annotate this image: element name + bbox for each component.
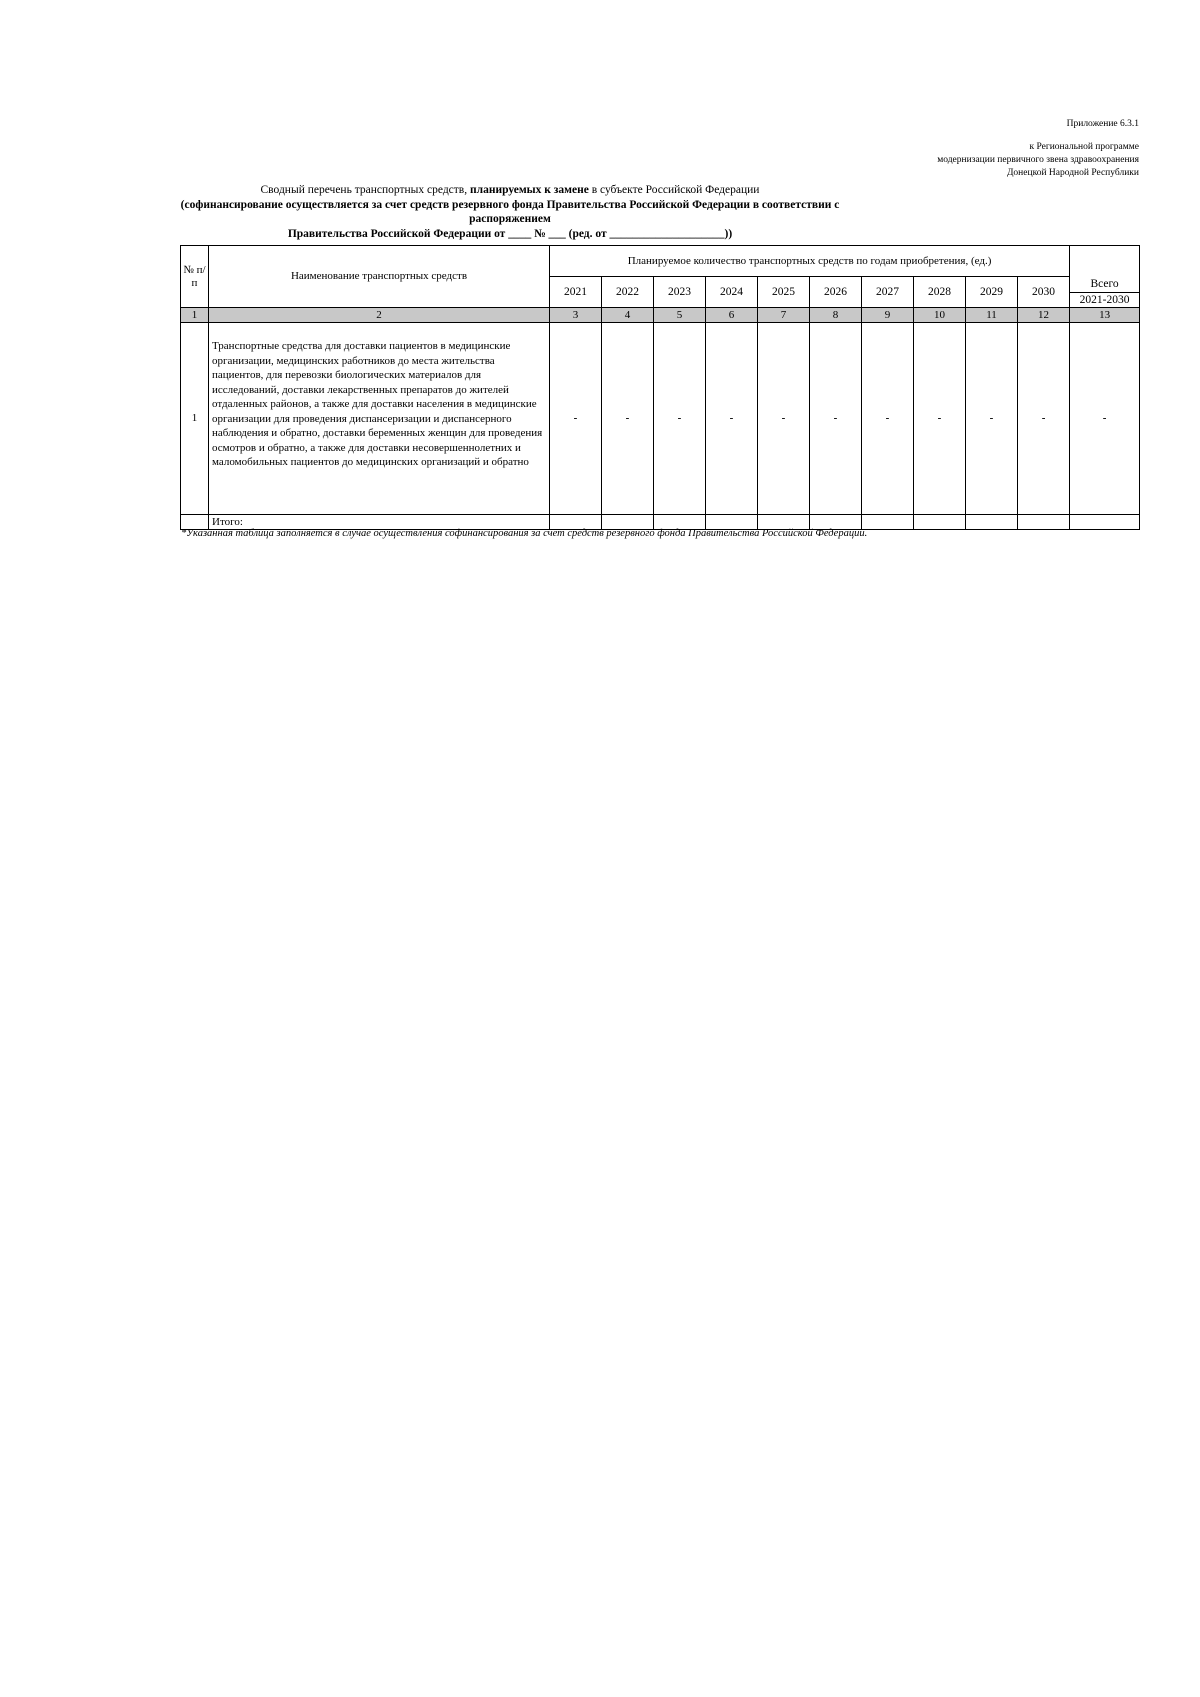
appendix-ref-line: к Региональной программе (1029, 142, 1139, 152)
appendix-ref-line: Донецкой Народной Республики (1006, 168, 1139, 178)
year-value: - (1018, 323, 1070, 515)
year-value: - (810, 323, 862, 515)
column-number: 7 (758, 308, 810, 323)
title-suffix: в субъекте Российской Федерации (591, 184, 760, 196)
vehicles-table (180, 245, 1140, 530)
year-header: 2024 (706, 277, 758, 308)
year-value: - (602, 323, 654, 515)
total-year-cell (1018, 515, 1070, 530)
year-header: 2028 (914, 277, 966, 308)
title-prefix: Сводный перечень транспортных средств, (260, 184, 468, 196)
year-value: - (914, 323, 966, 515)
year-value: - (862, 323, 914, 515)
col-num-header: № п/п (181, 246, 209, 308)
year-value: - (758, 323, 810, 515)
year-header: 2023 (654, 277, 706, 308)
total-year-cell (914, 515, 966, 530)
vehicle-description: Транспортные средства для доставки пациентов в медицинские организации, медицинских работников до места жительства пациентов, для перевозки биологических материалов для исследований, доставки лекарственных препаратов до жителей отдаленных районов, а также для доставки населения в медицинские организации для проведения диспансеризации и диспансерного наблюдения и обратно, доставки беременных женщин для проведения осмотров и обратно, а также для доставки несовершеннолетних и маломобильных пациентов до медицинских организаций и обратно (209, 323, 550, 515)
total-header-top: Всего (1070, 277, 1139, 293)
column-number: 6 (706, 308, 758, 323)
year-value: - (550, 323, 602, 515)
column-number: 9 (862, 308, 914, 323)
total-row-label: Итого: (209, 515, 550, 530)
title-line-2 (160, 198, 860, 227)
row-number: 1 (181, 323, 209, 515)
year-value: - (654, 323, 706, 515)
year-header: 2022 (602, 277, 654, 308)
appendix-header (937, 118, 1139, 180)
table-row (181, 323, 1140, 515)
column-number: 12 (1018, 308, 1070, 323)
year-value: - (966, 323, 1018, 515)
table-header-row (181, 246, 1140, 277)
title-line-2-text: (софинансирование осуществляется за счет средств резервного фонда Правительства Российской Федерации в соответствии с распоряжением (180, 198, 840, 225)
year-header: 2026 (810, 277, 862, 308)
year-header: 2029 (966, 277, 1018, 308)
year-value: - (706, 323, 758, 515)
column-number: 11 (966, 308, 1018, 323)
total-year-cell (862, 515, 914, 530)
appendix-ref-line: модернизации первичного звена здравоохранения (937, 155, 1139, 165)
column-number: 8 (810, 308, 862, 323)
total-year-cell (966, 515, 1018, 530)
year-header: 2030 (1018, 277, 1070, 308)
title-bold-phrase: планируемых к замене (470, 184, 589, 196)
total-value: - (1070, 323, 1140, 515)
year-header: 2025 (758, 277, 810, 308)
column-number: 3 (550, 308, 602, 323)
column-number: 1 (181, 308, 209, 323)
year-group-header: Планируемое количество транспортных средств по годам приобретения, (ед.) (550, 246, 1070, 277)
year-header: 2027 (862, 277, 914, 308)
year-header: 2021 (550, 277, 602, 308)
column-number: 10 (914, 308, 966, 323)
total-header-spacer (1070, 246, 1140, 277)
column-number: 4 (602, 308, 654, 323)
appendix-number: Приложение 6.3.1 (1066, 119, 1139, 129)
column-numbers-row (181, 308, 1140, 323)
title-line-3 (160, 227, 860, 242)
total-header (1070, 277, 1140, 308)
footnote: *Указанная таблица заполняется в случае осуществления софинансирования за счет средств резервного фонда Правительства Российской Федерации. (181, 528, 868, 539)
total-sum-cell (1070, 515, 1140, 530)
column-number: 2 (209, 308, 550, 323)
title-line-3-text: Правительства Российской Федерации от ____ № ___ (ред. от ____________________)) (287, 227, 733, 240)
total-header-bottom: 2021-2030 (1079, 293, 1130, 306)
document-title (160, 183, 860, 241)
column-number: 5 (654, 308, 706, 323)
col-name-header: Наименование транспортных средств (209, 246, 550, 308)
column-number: 13 (1070, 308, 1140, 323)
title-line-1 (160, 183, 860, 198)
